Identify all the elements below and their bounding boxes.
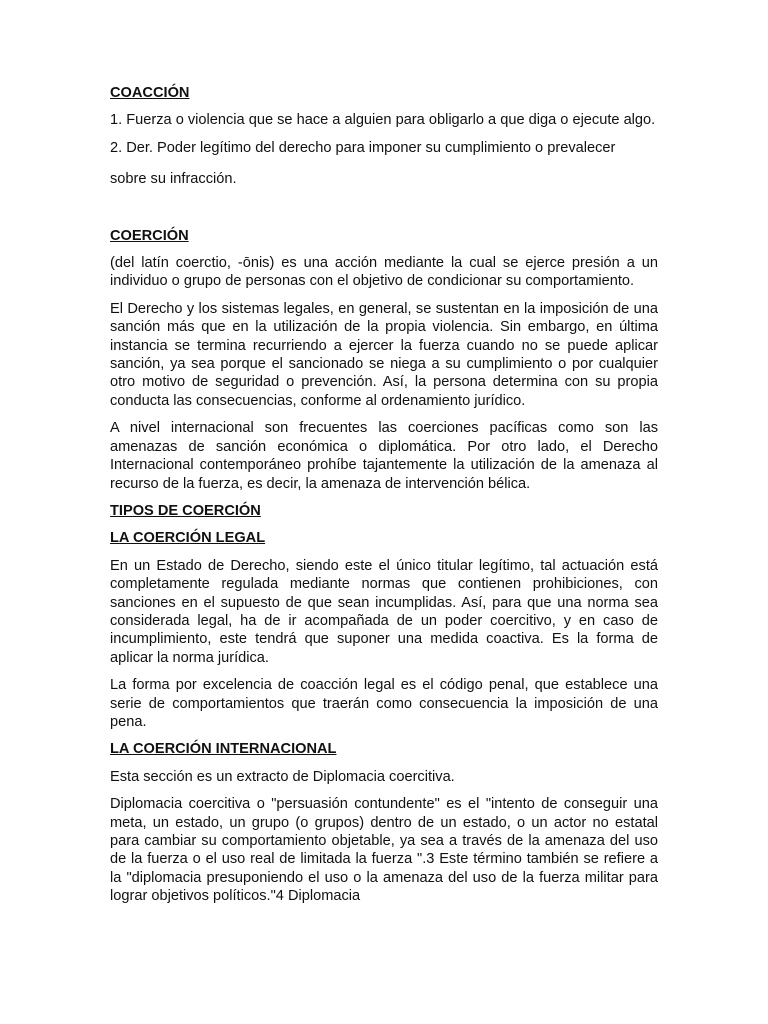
internacional-paragraph-2: Diplomacia coercitiva o "persuasión contundente" es el "intento de conseguir una meta, un estado, un grupo (o grupos) dentro de un estado, o un actor no estatal para cambiar su comportamiento objetable, ya sea a través de la amenaza del uso de la fuerza o el uso real de limitada la fuerza ".3 Este término también se refiere a la "diplomacia presuponiendo el uso o la amenaza del uso de la fuerza militar para lograr objetivos políticos."4 Diplomacia [110,796,658,905]
section-heading-coaccion: COACCIÓN [110,85,190,101]
legal-paragraph-2: La forma por excelencia de coacción legal es el código penal, que establece una serie de comportamientos que traerán como consecuencia la imposición de una pena. [110,677,658,730]
section-heading-legal: LA COERCIÓN LEGAL [110,530,266,547]
coercion-paragraph-3: A nivel internacional son frecuentes las coerciones pacíficas como son las amenazas de sanción económica o diplomática. Por otro lado, el Derecho Internacional contemporáneo prohíbe tajantemente la utilización de la amenaza al recurso de la fuerza, es decir, la amenaza de intervención bélica. [110,420,658,492]
definition-2: 2. Der. Poder legítimo del derecho para imponer su cumplimiento o prevalecer [110,139,616,156]
internacional-paragraph-1: Esta sección es un extracto de Diplomacia coercitiva. [110,768,455,785]
coercion-paragraph-1: (del latín coerctio, -ōnis) es una acción mediante la cual se ejerce presión a un individuo o grupo de personas con el objetivo de condicionar su comportamiento. [110,255,658,290]
legal-paragraph-1: En un Estado de Derecho, siendo este el único titular legítimo, tal actuación está completamente regulada mediante normas que contienen prohibiciones, con sanciones en el supuesto de que sean incumplidas. Así, para que una norma sea considerada legal, ha de ir acompañada de un poder coercitivo, y en caso de incumplimiento, este tendrá que suponer una medida coactiva. Es la forma de aplicar la norma jurídica. [110,557,658,666]
coercion-paragraph-2: El Derecho y los sistemas legales, en general, se sustentan en la imposición de una sanción más que en la utilización de la propia violencia. Sin embargo, en última instancia se termina recurriendo a ejercer la fuerza cuando no se puede aplicar sanción, ya sea porque el sancionado se niega a su cumplimiento o por cualquier otro motivo de seguridad o prevención. Así, la persona determina con su propia conducta las consecuencias, conforme al ordenamiento jurídico. [110,300,658,409]
definition-2-continued: sobre su infracción. [110,171,237,188]
document-page [110,84,658,915]
definition-1: 1. Fuerza o violencia que se hace a alguien para obligarlo a que diga o ejecute algo. [110,112,656,129]
section-heading-tipos: TIPOS DE COERCIÓN [110,502,261,519]
section-heading-coercion: COERCIÓN [110,227,189,244]
section-heading-internacional: LA COERCIÓN INTERNACIONAL [110,741,337,758]
